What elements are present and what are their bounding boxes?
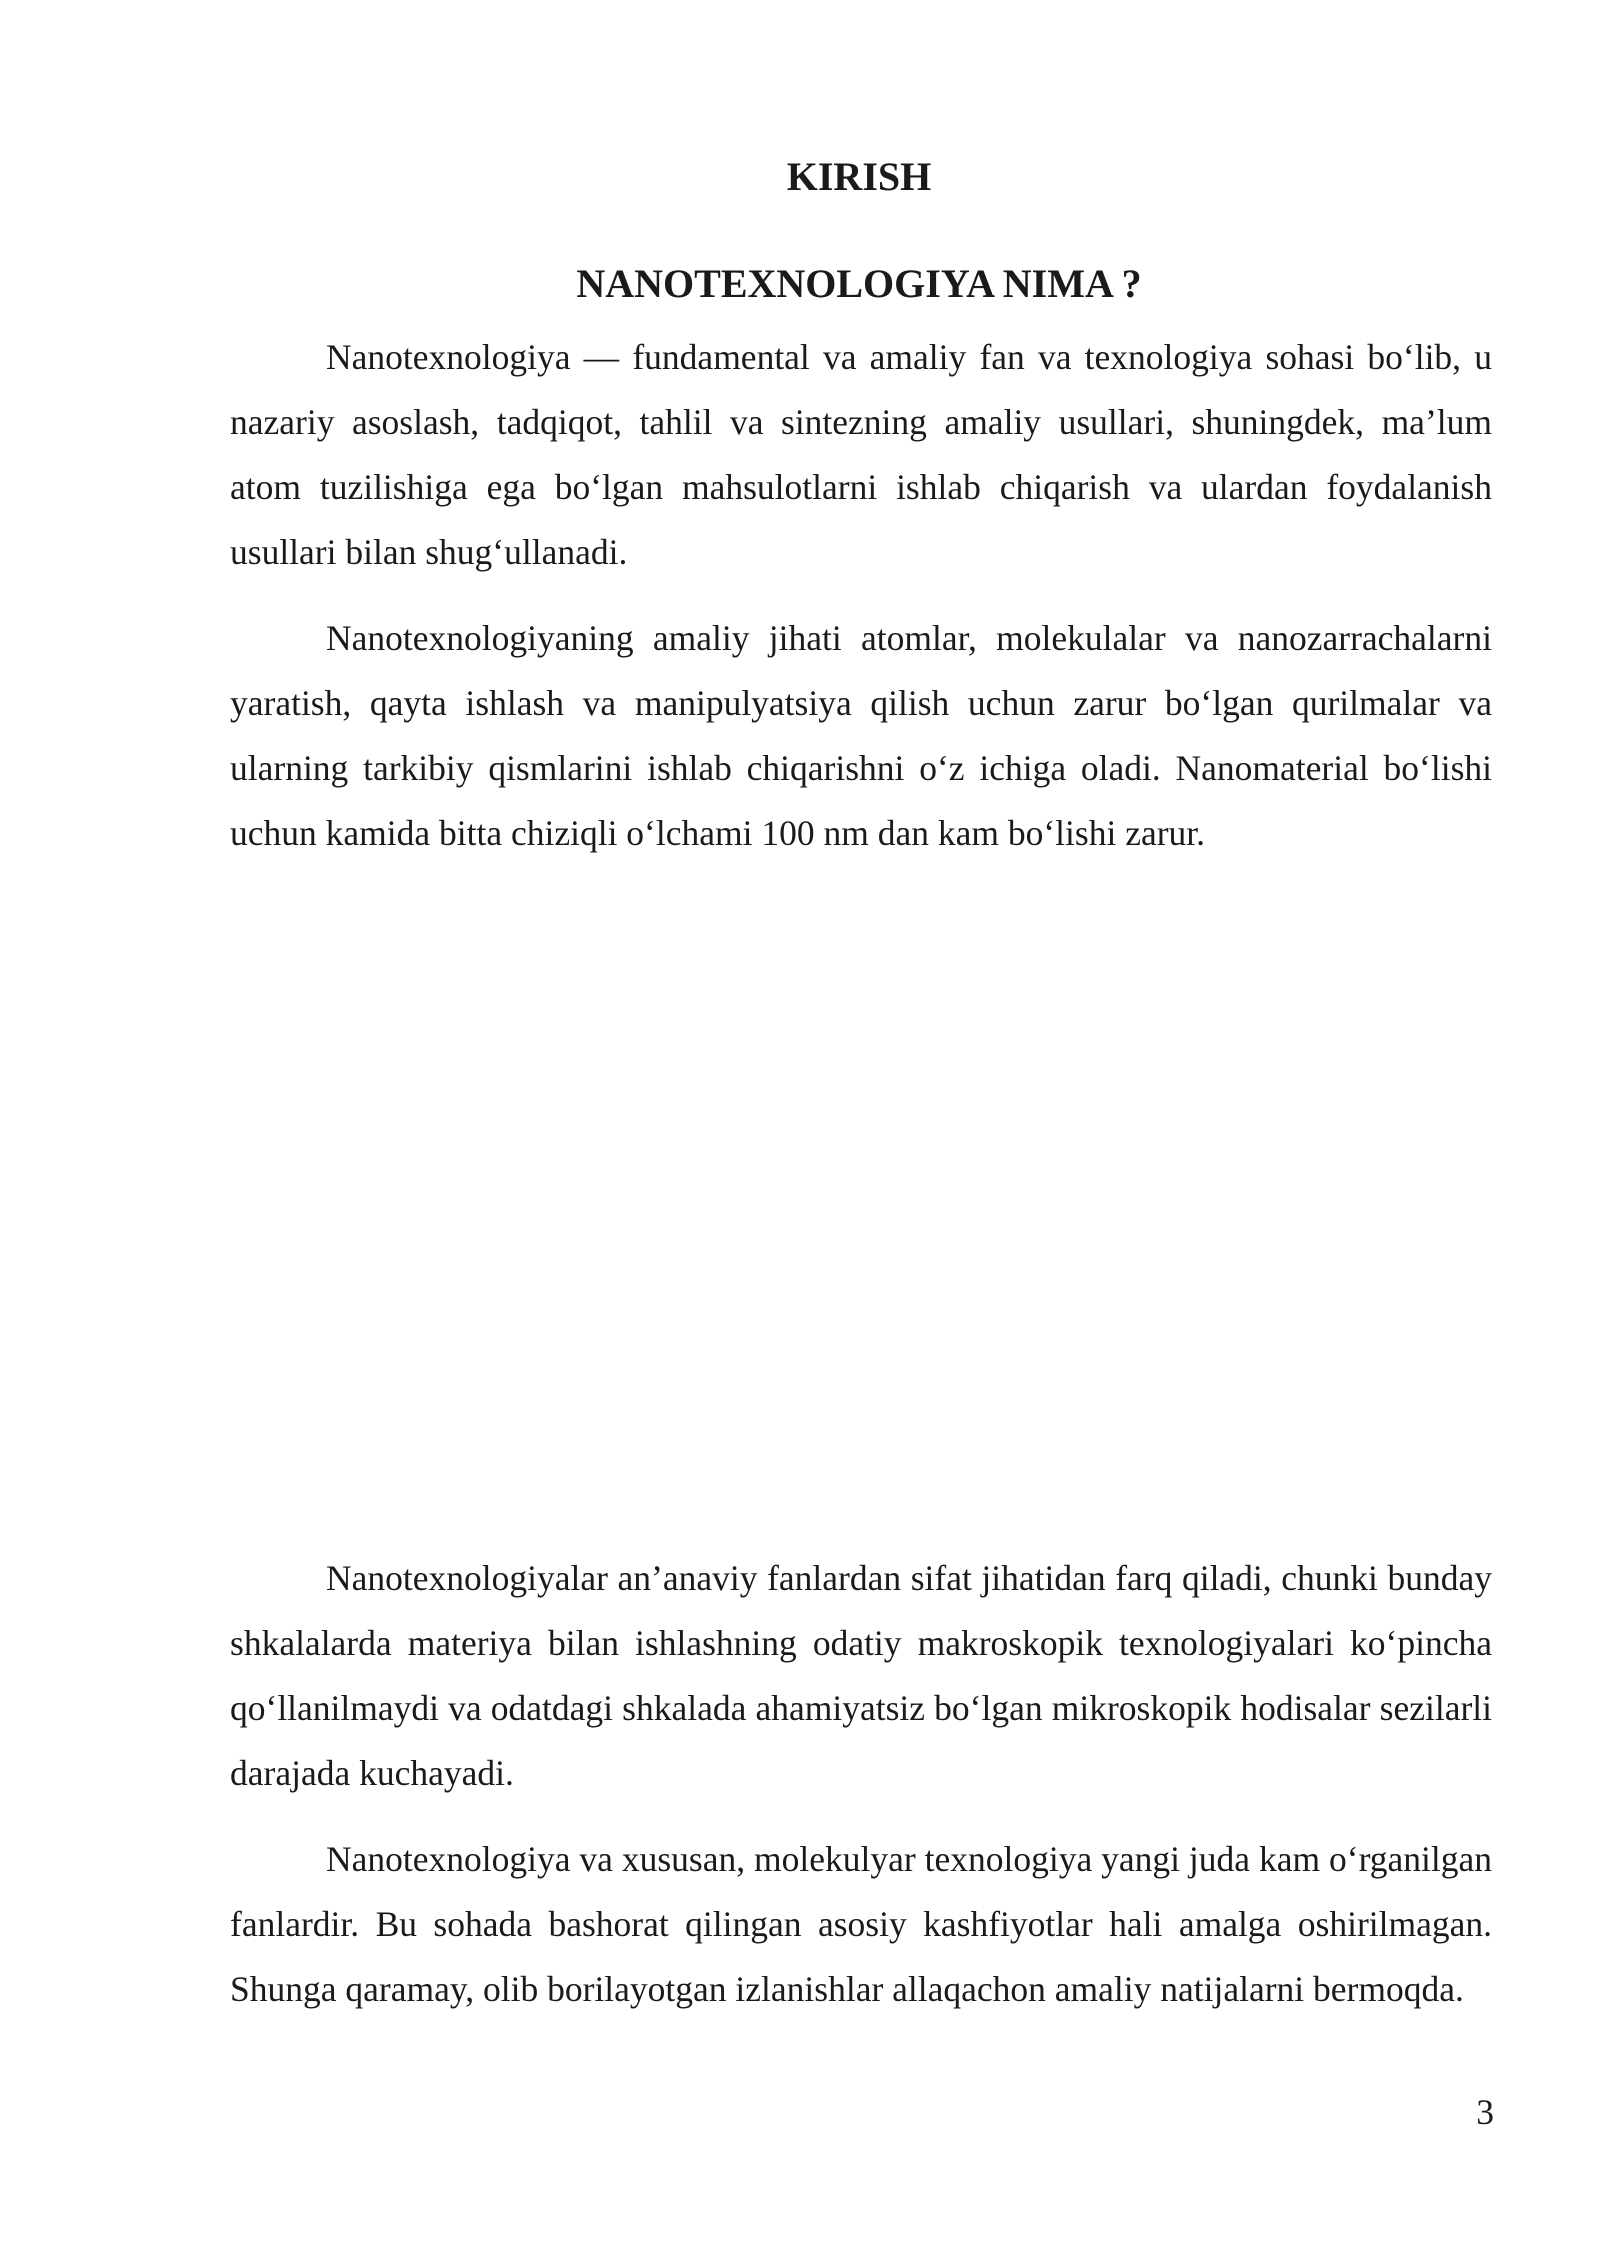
paragraph-difference: Nanotexnologiyalar an’anaviy fanlardan sifat jihatidan farq qiladi, chunki bunday shkalalarda materiya bilan ishlashning odatiy makroskopik texnologiyalari ko‘pincha qo‘llanilmaydi va odatdagi shkalada ahamiyatsiz bo‘lgan mikroskopik hodisalar sezilarli darajada kuchayadi. [230,1558,1492,1793]
paragraph-molecular-technology: Nanotexnologiya va xususan, molekulyar texnologiya yangi juda kam o‘rganilgan fanlardir. Bu sohada bashorat qilingan asosiy kashfiyotlar hali amalga oshirilmagan. Shunga qaramay, olib borilayotgan izlanishlar allaqachon amaliy natijalarni bermoqda. [230,1839,1492,2009]
page-title: KIRISH [786,154,932,199]
text-block-bottom [230,1546,1492,2022]
paragraph-definition: Nanotexnologiya — fundamental va amaliy fan va texnologiya sohasi bo‘lib, u nazariy asoslash, tadqiqot, tahlil va sintezning amaliy usullari, shuningdek, ma’lum atom tuzilishiga ega bo‘lgan mahsulotlarni ishlab chiqarish va ulardan foydalanish usullari bilan shug‘ullanadi. [230,337,1492,572]
paragraph-practical-aspect: Nanotexnologiyaning amaliy jihati atomlar, molekulalar va nanozarrachalarni yaratish, qayta ishlash va manipulyatsiya qilish uchun zarur bo‘lgan qurilmalar va ularning tarkibiy qismlarini ishlab chiqarishni o‘z ichiga oladi. Nanomaterial bo‘lishi uchun kamida bitta chiziqli o‘lchami 100 nm dan kam bo‘lishi zarur. [230,618,1492,853]
text-block-top [230,325,1492,866]
page-number: 3 [1476,2092,1494,2132]
section-title: NANOTEXNOLOGIYA NIMA ? [576,261,1142,306]
